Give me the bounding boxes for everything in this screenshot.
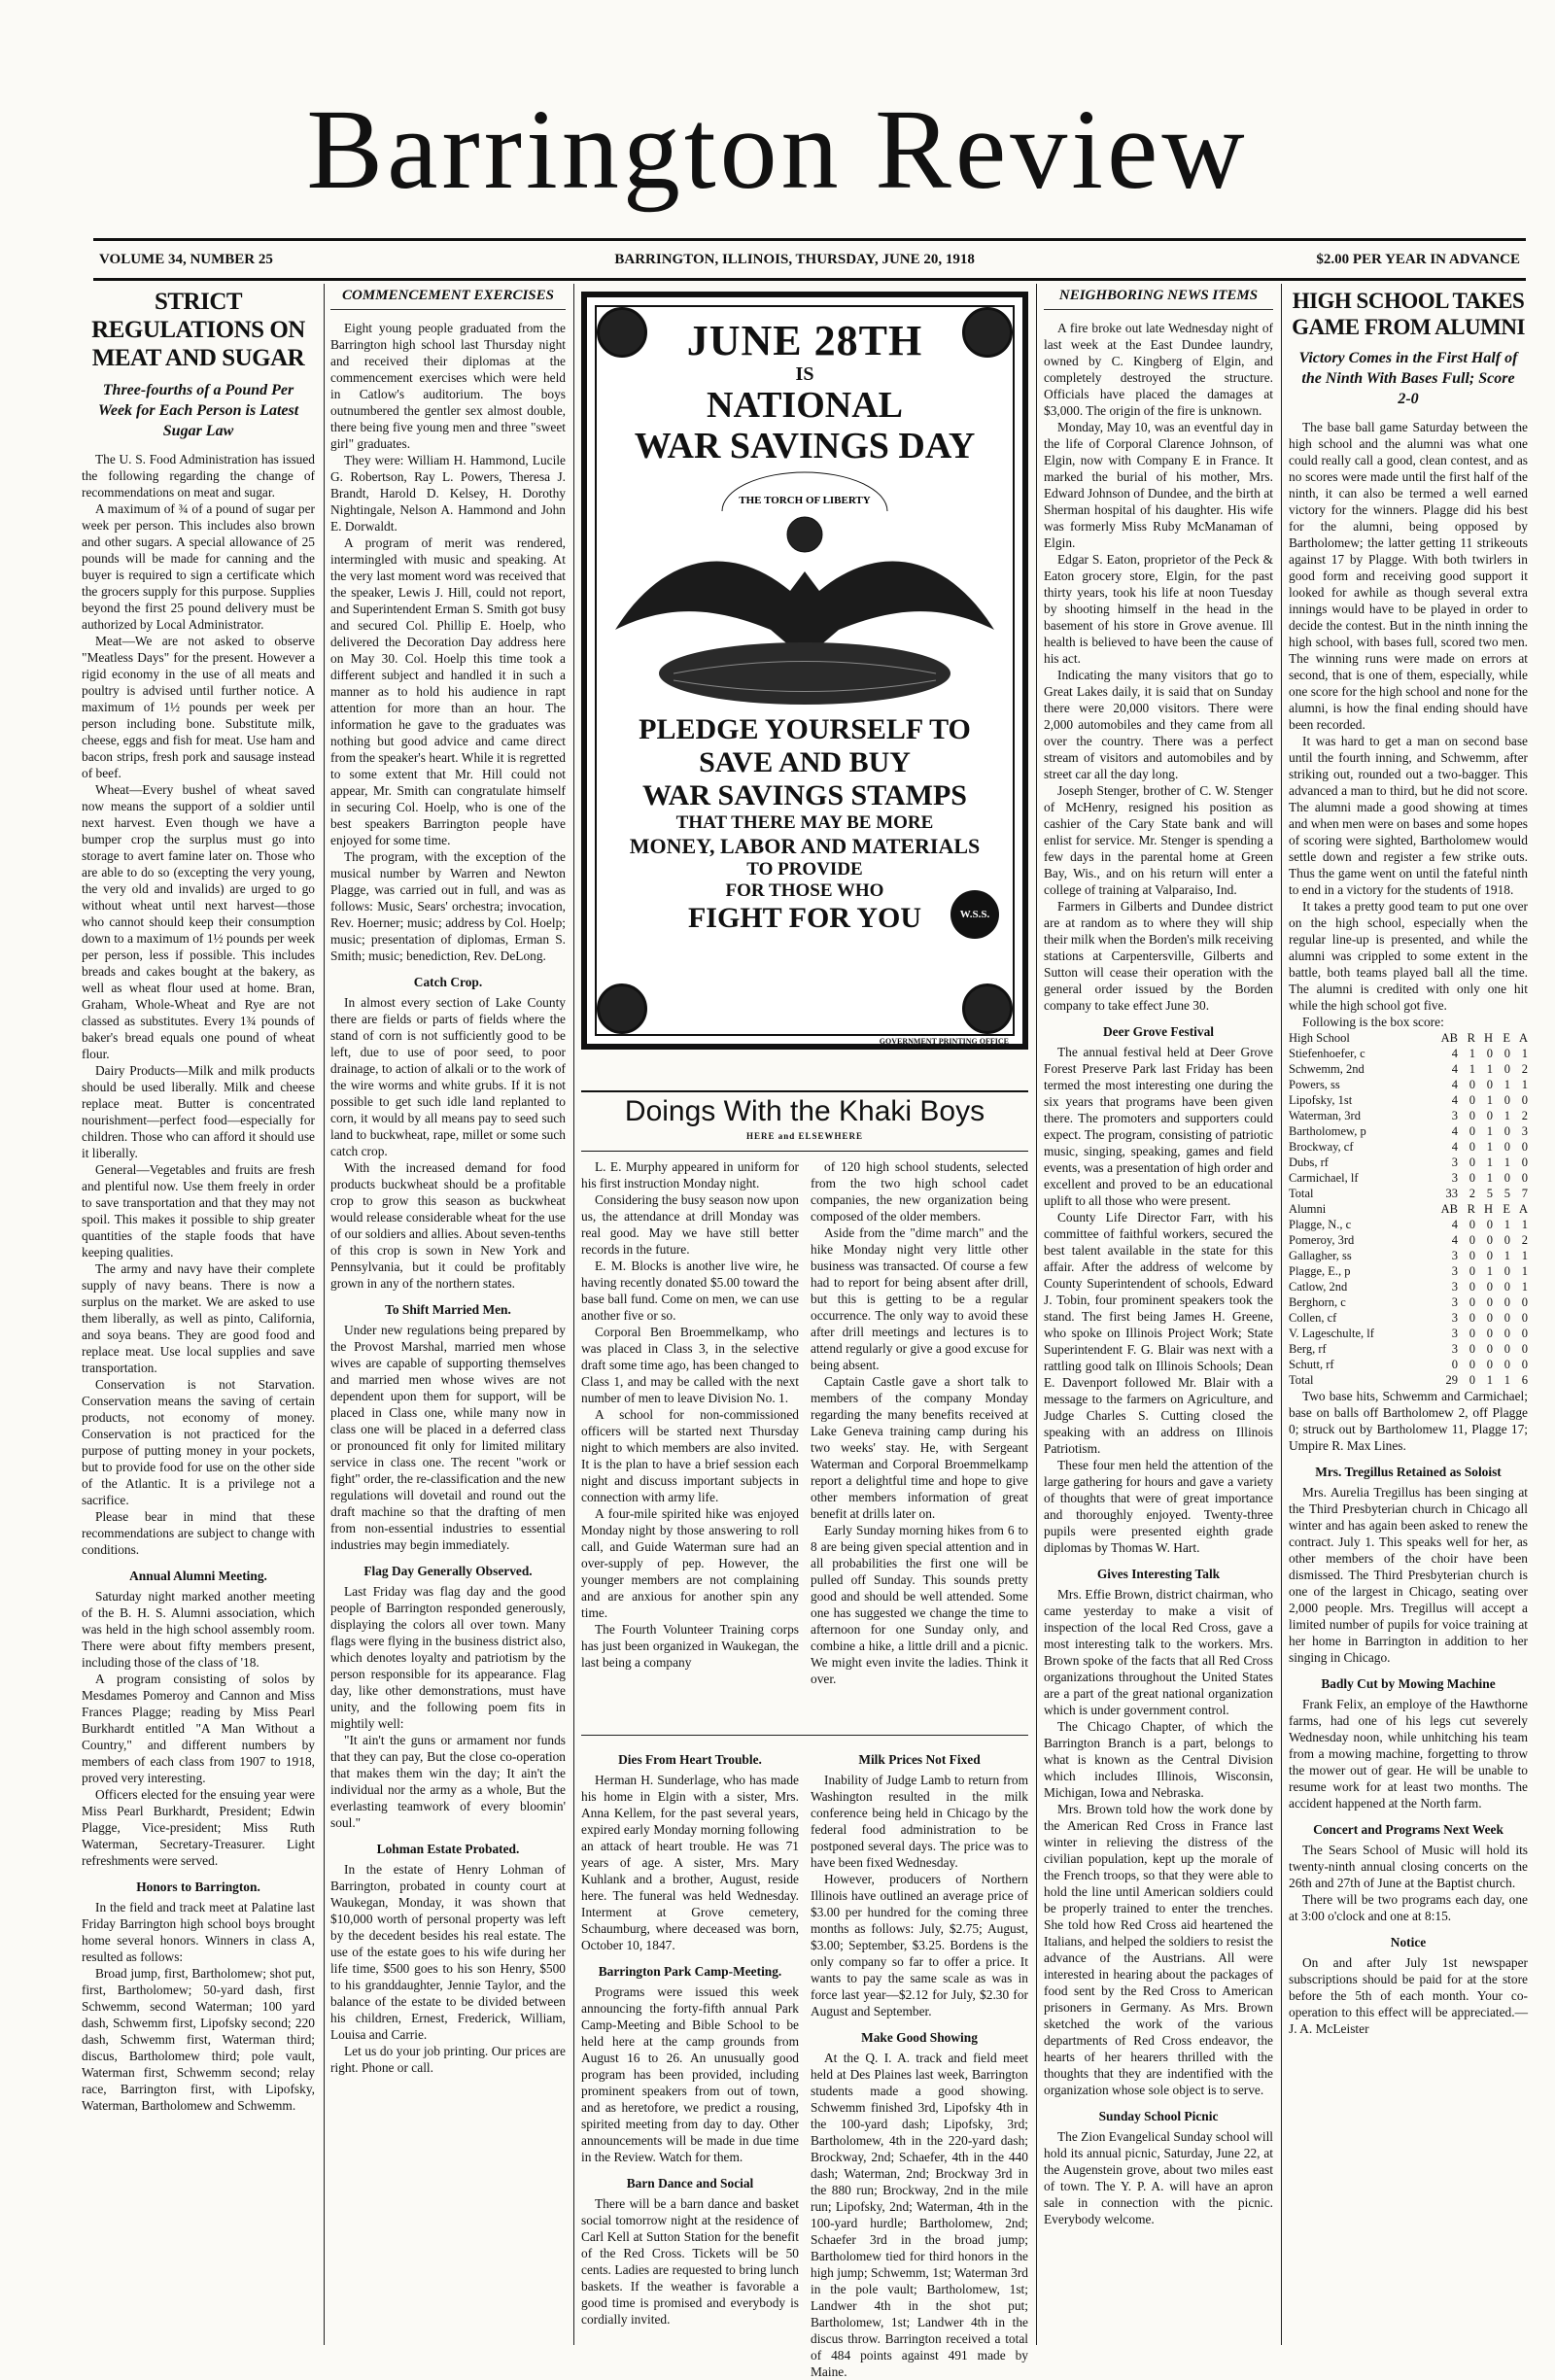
box-score-cell: 0 — [1469, 1264, 1475, 1278]
article-paragraph: They were: William H. Hammond, Lucile G. Robertson, Ray L. Powers, Theresa J. Brandt, Harold D. Kelsey, H. Dorothy Nightingale, Nelson A. Hammond and John E. Dorwaldt. — [330, 453, 566, 534]
column-rule — [324, 284, 325, 2345]
article-paragraph: Herman H. Sunderlage, who has made his home in Elgin with a sister, Mrs. Anna Kellem, for the past several years, expired early Monday morning following an attack of heart trouble. He was 71 years of age. A sister, Mrs. Mary Kuhlank and a brother, August, reside here. The funeral was held Wednesday. Interment at Grove cemetery, Schaumburg, where deceased was born, October 10, 1847. — [581, 1773, 799, 1952]
khaki-column-right — [811, 1158, 1028, 1722]
box-score-cell: 0 — [1503, 1311, 1510, 1325]
box-score-cell: 4 — [1451, 1218, 1458, 1231]
box-score-cell: Berghorn, c — [1289, 1295, 1346, 1309]
article-paragraph: Indicating the many visitors that go to Great Lakes daily, it is said that on Sunday there were 20,000 visitors. There were 2,000 automobiles and they came from all over the country. There was a perfect stream of visitors and automobiles and by street car all the day long. — [1044, 668, 1273, 781]
deck-victory: Victory Comes in the First Half of the Ninth With Bases Full; Score 2-0 — [1298, 350, 1518, 407]
ad-save-buy: SAVE AND BUY — [699, 746, 911, 778]
box-score-cell: 4 — [1451, 1124, 1458, 1138]
article-paragraph: of 120 high school students, selected from the two high school cadet companies, the new organization being composed of the older members. — [811, 1159, 1028, 1224]
war-savings-ad — [581, 292, 1028, 1050]
box-score-row — [1289, 1046, 1528, 1061]
box-score-cell: Berg, rf — [1289, 1342, 1327, 1356]
box-score-cell: 4 — [1451, 1078, 1458, 1091]
ad-is: IS — [795, 363, 814, 385]
box-score-cell: 0 — [1521, 1342, 1528, 1356]
article-paragraph: Frank Felix, an employe of the Hawthorne farms, had one of his legs cut severely Wednesday noon, while unhitching his team from a mowing machine, forgetting to throw the mower out of gear. He will be unable to resume work for at least two months. The accident happened at the North farm. — [1289, 1697, 1528, 1811]
article-paragraph: The Sears School of Music will hold its twenty-ninth annual closing concerts on the 26th and 27th of June at the Baptist church. — [1289, 1843, 1528, 1890]
box-score-cell: 1 — [1503, 1249, 1510, 1262]
box-score-cell: 4 — [1451, 1047, 1458, 1060]
subhead-alumni-meeting: Annual Alumni Meeting. — [129, 1569, 267, 1583]
box-score-cell: 1 — [1469, 1047, 1475, 1060]
box-score-cell: 0 — [1469, 1342, 1475, 1356]
box-score-cell: 0 — [1469, 1311, 1475, 1325]
box-score-cell: 3 — [1451, 1264, 1458, 1278]
box-score-cell: 0 — [1503, 1062, 1510, 1076]
place-date: BARRINGTON, ILLINOIS, THURSDAY, JUNE 20, 1918 — [614, 251, 975, 267]
box-score-row — [1289, 1139, 1528, 1155]
article-paragraph: L. E. Murphy appeared in uniform for his first instruction Monday night. — [581, 1159, 799, 1190]
box-score-cell: 0 — [1451, 1358, 1458, 1371]
article-paragraph: Joseph Stenger, brother of C. W. Stenger of McHenry, resigned his position as cashier of the Cary State bank and will enlist for service. Mr. Stenger is spending a few days in the parental home at Green Bay, Wis., and on his return will enter a college of training at Valparaiso, Ind. — [1044, 783, 1273, 897]
article-paragraph: The program, with the exception of the musical number by Warren and Newton Plagge, was carried out in full, and was as follows: Music, Sears' orchestra; invocation, Rev. Hoerner; music; address by Col. Hoelp; music; presentation of diplomas, Erman S. Smith; music; benediction, Rev. DeLong. — [330, 849, 566, 963]
article-paragraph: At the Q. I. A. track and field meet held at Des Plaines last week, Barrington students made a good showing. Schwemm finished 3rd, Lipofsky 4th in the 100-yard dash; Lipofsky, 3rd; Bartholomew, 4th in the 220-yard dash; Brockway, 2nd; Schaefer, 4th in the 440 dash; Waterman, 2nd; Brockway 3rd in the 880 run; Brockway, 2nd in the mile run; Lipofsky, 2nd; Waterman, 4th in the 100-yard hurdle; Bartholomew, 2nd; Schaefer 3rd in the broad jump; Bartholomew tied for third honors in the high jump; Schwemm, 1st; Waterman 3rd in the pole vault; Bartholomew, 1st; Landwer 4th in the shot put; Bartholomew, 1st; Landwer 4th in the discus throw. Barrington received a total of 484 points against 491 made by Maine. — [811, 2051, 1028, 2379]
section-divider — [581, 1735, 1028, 1736]
box-score-cell: 0 — [1521, 1171, 1528, 1185]
box-score-cell: 0 — [1486, 1311, 1493, 1325]
article-paragraph: Aside from the "dime march" and the hike Monday night very little other business was transacted. Of course a few had to report for being absent after drill, but this is getting to be a regular occurrence. The only way to avoid these after drill meetings and lectures is to attend regularly or give a good excuse for being absent. — [811, 1225, 1028, 1372]
ad-stamps: WAR SAVINGS STAMPS — [642, 779, 967, 811]
box-score-cell: 1 — [1486, 1156, 1493, 1169]
subhead-lohman-estate: Lohman Estate Probated. — [376, 1842, 520, 1856]
article-paragraph: E. M. Blocks is another live wire, he having recently donated $5.00 toward the base ball fund. Come on men, we can use another five or so. — [581, 1259, 799, 1323]
article-paragraph: Farmers in Gilberts and Dundee district are at random as to where they will ship their milk when the Borden's milk receiving stations at Carpentersville, Gilberts and Sutton will cease their operation with the general order issued by the Borden company to take effect June 30. — [1044, 899, 1273, 1013]
dateline-bar — [93, 238, 1526, 281]
box-score-cell: 0 — [1503, 1233, 1510, 1247]
box-score-cell: 4 — [1451, 1062, 1458, 1076]
box-score-cell: 0 — [1521, 1093, 1528, 1107]
box-score-cell: 6 — [1521, 1373, 1528, 1387]
box-score-cell: 0 — [1503, 1280, 1510, 1293]
khaki-subtitle: HERE and ELSEWHERE — [745, 1131, 864, 1141]
article-paragraph: In the field and track meet at Palatine last Friday Barrington high school boys brought home several honors. Winners in class A, resulted as follows: — [82, 1900, 315, 1964]
box-score-cell: R — [1467, 1031, 1475, 1045]
box-score-cell: 1 — [1486, 1124, 1493, 1138]
box-score-cell: 1 — [1486, 1264, 1493, 1278]
box-score-cell: 0 — [1469, 1327, 1475, 1340]
box-score-cell: 0 — [1503, 1327, 1510, 1340]
box-score-row — [1289, 1108, 1528, 1123]
ad-pledge: PLEDGE YOURSELF TO — [639, 713, 971, 745]
box-score-cell: 1 — [1503, 1218, 1510, 1231]
box-score-cell: 0 — [1469, 1373, 1475, 1387]
box-score-cell: 1 — [1521, 1264, 1528, 1278]
article-paragraph: A four-mile spirited hike was enjoyed Monday night by those answering to roll call, and Guide Waterman sure had an over-supply of pep. However, the younger members are not complaining and are anxious for another spin any time. — [581, 1506, 799, 1620]
box-score-cell: Bartholomew, p — [1289, 1124, 1366, 1138]
box-score-cell: Pomeroy, 3rd — [1289, 1233, 1355, 1247]
box-score-cell: 1 — [1503, 1078, 1510, 1091]
subhead-tregillus: Mrs. Tregillus Retained as Soloist — [1315, 1465, 1502, 1479]
box-score-cell: 0 — [1469, 1295, 1475, 1309]
subscription-price: $2.00 PER YEAR IN ADVANCE — [1316, 251, 1520, 267]
box-score-cell: Powers, ss — [1289, 1078, 1340, 1091]
star-ornament-icon — [597, 307, 647, 358]
box-score-row — [1289, 1186, 1528, 1201]
article-paragraph: The Chicago Chapter, of which the Barrington Branch is a part, belongs to what is known as the Central Division which includes Illinois, Wisconsin, Michigan, Iowa and Nebraska. — [1044, 1719, 1273, 1800]
box-score-cell: 2 — [1521, 1062, 1528, 1076]
box-score-cell: 0 — [1486, 1249, 1493, 1262]
article-paragraph: Saturday night marked another meeting of the B. H. S. Alumni association, which was held in the high school assembly room. There were about fifty members present, including those of the class of '18. — [82, 1589, 315, 1670]
article-paragraph: However, producers of Northern Illinois have outlined an average price of $3.00 per hundred for the coming three months as follows: July, $2.75; August, $3.00; September, $3.25. Bordens is the only company so far to offer a price. It wants to pay the same scale as was in force last year—$2.12 for July, $2.30 for August and September. — [811, 1872, 1028, 2018]
article-paragraph: Please bear in mind that these recommendations are subject to change with conditions. — [82, 1509, 315, 1557]
box-score-row — [1289, 1030, 1528, 1046]
box-score-cell: 1 — [1503, 1156, 1510, 1169]
article-paragraph: General—Vegetables and fruits are fresh and plentiful now. Use them freely in order to save transportation and that they may not spoil. This makes it possible to ship greater quantities of the staple foods that have keeping qualities. — [82, 1162, 315, 1259]
box-score-cell: 3 — [1451, 1295, 1458, 1309]
khaki-boys-banner — [581, 1090, 1028, 1152]
box-score-cell: 5 — [1503, 1187, 1510, 1200]
subhead-heart-trouble: Dies From Heart Trouble. — [618, 1752, 762, 1767]
article-paragraph: The U. S. Food Administration has issued the following regarding the change of recommendations on meat and sugar. — [82, 452, 315, 500]
box-score-cell: A — [1518, 1202, 1528, 1216]
article-paragraph: Eight young people graduated from the Barrington high school last Thursday night and received their diplomas at the commencement exercises which were held in Catlow's auditorium. The boys outnumbered the gentler sex almost double, there being five young men and three "sweet girl" graduates. — [330, 321, 566, 451]
wss-badge-icon: W.S.S. — [950, 890, 999, 939]
box-score-cell: 0 — [1469, 1078, 1475, 1091]
box-score-cell: 0 — [1521, 1311, 1528, 1325]
article-paragraph: These four men held the attention of the large gathering for hours and gave a variety of thoughts that were of great importance and thoroughly enjoyed. Twenty-three pupils were presented eighth grade diplomas by Thomas W. Hart. — [1044, 1458, 1273, 1555]
box-score-cell: Brockway, cf — [1289, 1140, 1354, 1154]
star-ornament-icon — [597, 983, 647, 1034]
article-paragraph: Captain Castle gave a short talk to members of the company Monday regarding the many benefits received at Lake Geneva training camp during his two weeks' stay. He, with Sergeant Waterman and Corporal Broemmelkamp report a delightful time and hope to give other members information of great benefit at drills later on. — [811, 1374, 1028, 1521]
article-meat-sugar — [82, 451, 315, 1558]
subhead-milk-prices: Milk Prices Not Fixed — [858, 1752, 981, 1767]
ad-war-savings-day: WAR SAVINGS DAY — [634, 426, 976, 466]
article-paragraph: Dairy Products—Milk and milk products should be used liberally. Milk and cheese replace meat. Butter is concentrated nourishment—perfect food—especially for children. Those who can afford it should use it liberally. — [82, 1063, 315, 1160]
article-paragraph: Corporal Ben Broemmelkamp, who was placed in Class 3, in the selective draft some time ago, has been changed to Class 1, and may be called with the next number of men to leave Division No. 1. — [581, 1325, 799, 1405]
box-score-cell: Dubs, rf — [1289, 1156, 1329, 1169]
article-paragraph: A program consisting of solos by Mesdames Pomeroy and Cannon and Miss Frances Plagge; reading by Miss Pearl Burkhardt entitled "A Man Without a Country," and different numbers by members of each class from 1907 to 1918, proved very interesting. — [82, 1672, 315, 1785]
volume-number: VOLUME 34, NUMBER 25 — [99, 251, 273, 267]
box-score-cell: 0 — [1469, 1124, 1475, 1138]
box-score-row — [1289, 1077, 1528, 1092]
box-score-cell: 2 — [1521, 1109, 1528, 1122]
box-score-cell: 2 — [1521, 1233, 1528, 1247]
box-score-cell: 0 — [1503, 1342, 1510, 1356]
ad-national: NATIONAL — [707, 385, 903, 426]
article-paragraph: A fire broke out late Wednesday night of last week at the East Dundee laundry, owned by C. Kingberg of Elgin, and completely destroyed the structure. Officials have placed the damages at $3,000. The origin of the fire is unknown. — [1044, 321, 1273, 418]
box-score-cell: 0 — [1469, 1093, 1475, 1107]
box-score-row — [1289, 1248, 1528, 1263]
box-score-cell: 1 — [1521, 1218, 1528, 1231]
box-score-cell: 1 — [1521, 1249, 1528, 1262]
box-score-row — [1289, 1326, 1528, 1341]
box-score-cell: 0 — [1486, 1233, 1493, 1247]
article-paragraph: Let us do your job printing. Our prices are right. Phone or call. — [330, 2044, 566, 2075]
subhead-catch-crop: Catch Crop. — [413, 975, 483, 989]
box-score-cell: 0 — [1486, 1342, 1493, 1356]
subhead-camp-meeting: Barrington Park Camp-Meeting. — [598, 1964, 782, 1979]
article-paragraph: Wheat—Every bushel of wheat saved now means the support of a soldier until next harvest. Even though we have a bumper crop the surplus must go into storage to avert famine later on. Those who are able to do so (excepting the very young, the very old and invalids) are urged to go without wheat until next harvest—those who cannot should keep their consumption down to a maximum of 1½ pounds per week per person, less if possible. This includes breads and cakes bought at the bakery, as well as wheat flour used at home. Bran, Graham, Whole-Wheat and Rye are not classed as substitutes. Every 1¾ pounds of baker's bread equals one pound of wheat flour. — [82, 782, 315, 1061]
box-score-cell: E — [1503, 1202, 1510, 1216]
article-paragraph: A maximum of ¾ of a pound of sugar per week per person. This includes also brown and other sugars. A special allowance of 25 pounds will be made for canning and the buyer is required to sign a certificate which the grocers supply for this purpose. Supplies beyond the first 25 pound delivery must be authorized by Local Administrator. — [82, 501, 315, 632]
headline-high-school: HIGH SCHOOL TAKES GAME FROM ALUMNI — [1292, 289, 1525, 339]
ad-to-provide: TO PROVIDE — [746, 859, 863, 880]
subhead-married-men: To Shift Married Men. — [385, 1302, 511, 1317]
box-score-row — [1289, 1263, 1528, 1279]
masthead-title: Barrington Review — [306, 86, 1249, 213]
ad-that-there: THAT THERE MAY BE MORE — [675, 812, 934, 833]
article-paragraph: Officers elected for the ensuing year were Miss Pearl Burkhardt, President; Edwin Plagge, Vice-president; Miss Ruth Waterman, Secretary-Treasurer. Light refreshments were served. — [82, 1787, 315, 1868]
box-score-cell: 1 — [1486, 1373, 1493, 1387]
box-score-row — [1289, 1123, 1528, 1139]
box-score-cell: 3 — [1451, 1171, 1458, 1185]
box-score-cell: 1 — [1503, 1373, 1510, 1387]
article-paragraph: Last Friday was flag day and the good people of Barrington responded generously, displaying the colors all over town. Many flags were flying in the business district also, which denotes loyalty and patriotism by the person responsible for its appearance. Flag day, like other demonstrations, must have unity, and the following poem fits in mightily well: — [330, 1584, 566, 1731]
box-score-cell: 1 — [1521, 1078, 1528, 1091]
subhead-deer-grove: Deer Grove Festival — [1102, 1024, 1215, 1039]
box-score-cell: 0 — [1503, 1047, 1510, 1060]
article-paragraph: Two base hits, Schwemm and Carmichael; base on balls off Bartholomew 2, off Plagge 0; struck out by Bartholomew 11, Plagge 17; Umpire R. Max Lines. — [1289, 1389, 1528, 1453]
box-score-cell: 0 — [1469, 1140, 1475, 1154]
box-score-cell: 0 — [1486, 1078, 1493, 1091]
box-score-cell: Alumni — [1289, 1202, 1327, 1216]
article-paragraph: Inability of Judge Lamb to return from Washington resulted in the milk conference being held in Chicago by the federal food administration to be postponed several days. The price was to have been fixed Wednesday. — [811, 1773, 1028, 1870]
box-score-cell: 0 — [1521, 1327, 1528, 1340]
box-score-cell: 0 — [1486, 1295, 1493, 1309]
box-score-cell: 0 — [1469, 1233, 1475, 1247]
ad-for-those: FOR THOSE WHO — [725, 880, 884, 901]
box-score-row — [1289, 1357, 1528, 1372]
box-score-row — [1289, 1170, 1528, 1186]
box-score-cell: 1 — [1486, 1093, 1493, 1107]
box-score-row — [1289, 1217, 1528, 1232]
subhead-sunday-picnic: Sunday School Picnic — [1098, 2109, 1219, 2123]
ad-date: JUNE 28TH — [686, 317, 923, 364]
box-score-table — [1289, 1030, 1528, 1388]
column-rule — [1036, 284, 1037, 2345]
box-score-cell: 0 — [1486, 1280, 1493, 1293]
bottom-right-block — [811, 1742, 1028, 2379]
article-paragraph: The army and navy have their complete supply of navy beans. There is now a surplus on the market. We are asked to use them liberally, as well as pinto, California, and soya beans. They are good food and replace meat. Use local supplies and save transportation. — [82, 1261, 315, 1375]
box-score-cell: 3 — [1451, 1327, 1458, 1340]
article-paragraph: "It ain't the guns or armament nor funds that they can pay, But the close co-operation that makes them win the day; It ain't the individual nor the army as a whole, But the everlasting teamwork of every bloomin' soul." — [330, 1733, 566, 1830]
box-score-cell: A — [1518, 1031, 1528, 1045]
box-score-cell: 0 — [1503, 1171, 1510, 1185]
ad-money-labor: MONEY, LABOR AND MATERIALS — [629, 834, 981, 858]
column-commencement — [330, 284, 566, 2345]
ad-fight-for-you: FIGHT FOR YOU — [687, 902, 921, 934]
box-score-cell: 4 — [1451, 1093, 1458, 1107]
box-score-row — [1289, 1372, 1528, 1388]
column-high-school-game — [1289, 284, 1528, 2345]
article-paragraph: In almost every section of Lake County there are fields or parts of fields where the stand of corn is not sufficiently good to be left, due to use of poor seed, to poor drainage, to action of alkali or to the work of the wire worms and white grubs. If it is not possible to get such idle land replanted to corn, it would by all means pay to seed such land to buckwheat, rape, millet or some such catch crop. — [330, 995, 566, 1158]
star-ornament-icon — [962, 307, 1013, 358]
box-score-row — [1289, 1061, 1528, 1077]
box-score-cell: Total — [1289, 1373, 1314, 1387]
article-paragraph: Meat—We are not asked to observe "Meatless Days" for the present. However a rigid economy in the use of all meats and poultry is advised until further notice. A maximum of 1½ pounds per week per person including bone. Substitute milk, cheese, eggs and fish for meat. Use ham and bacon strips, fresh pork and sausage instead of beef. — [82, 634, 315, 780]
box-score-cell: Total — [1289, 1187, 1314, 1200]
article-paragraph: The Zion Evangelical Sunday school will hold its annual picnic, Saturday, June 22, at the Augenstein grove, about two miles east of town. The Y. P. A. will have an apron sale in connection with the picnic. Everybody welcome. — [1044, 2129, 1274, 2226]
box-score-cell: Lipofsky, 1st — [1289, 1093, 1353, 1107]
box-score-cell: 0 — [1469, 1280, 1475, 1293]
subhead-interesting-talk: Gives Interesting Talk — [1096, 1567, 1221, 1581]
article-paragraph: There will be two programs each day, one at 3:00 o'clock and one at 8:15. — [1289, 1892, 1528, 1923]
box-score-cell: Waterman, 3rd — [1289, 1109, 1361, 1122]
box-score-cell: 0 — [1521, 1140, 1528, 1154]
box-score-cell: 4 — [1451, 1233, 1458, 1247]
subhead-flag-day: Flag Day Generally Observed. — [363, 1564, 533, 1578]
box-score-cell: 0 — [1469, 1171, 1475, 1185]
column-neighboring-news — [1044, 284, 1273, 2345]
box-score-cell: 2 — [1469, 1187, 1475, 1200]
article-paragraph: Edgar S. Eaton, proprietor of the Peck & Eaton grocery store, Elgin, for the past thirty years, took his life at noon Tuesday by shooting himself in the head in the basement of his store in Grove avenue. Ill health is believed to have been the cause of his act. — [1044, 552, 1273, 666]
article-paragraph: Monday, May 10, was an eventful day in the life of Corporal Clarence Johnson, of Elgin, now with Company E in France. It marked the burial of his mother, Mrs. Edward Johnson of Dundee, and the birth at Sherman hospital of his daughter. His wife was formerly Miss Ruby McManaman of Elgin. — [1044, 420, 1273, 550]
box-score-cell: 0 — [1521, 1358, 1528, 1371]
box-score-cell: 3 — [1451, 1109, 1458, 1122]
subhead-barn-dance: Barn Dance and Social — [626, 2176, 754, 2190]
box-score-cell: 3 — [1451, 1342, 1458, 1356]
box-score-cell: H — [1483, 1202, 1493, 1216]
box-score-cell: 29 — [1445, 1373, 1458, 1387]
box-score-cell: 1 — [1469, 1062, 1475, 1076]
article-paragraph: Conservation is not Starvation. Conservation means the saving of certain products, not economy of money. Conservation is not practiced for the purpose of putting money in your pockets, but to provide food for use on the other side of the Atlantic. It is a privilege not a sacrifice. — [82, 1377, 315, 1507]
box-score-cell: 0 — [1503, 1140, 1510, 1154]
article-paragraph: Broad jump, first, Bartholomew; shot put, first, Bartholomew; 50-yard dash, first Schwemm, second Waterman; 100 yard dash, Schwemm first, Lipofsky second; 220 dash, Schwemm first, Waterman third; discus, Bartholomew third; pole vault, Waterman first, Schwemm second; relay race, Barrington first, with Lipofsky, Waterman, Bartholomew and Schwemm. — [82, 1966, 315, 2113]
box-score-row — [1289, 1341, 1528, 1357]
ad-credit: GOVERNMENT PRINTING OFFICE — [879, 1037, 1009, 1046]
box-score-cell: 0 — [1521, 1295, 1528, 1309]
box-score-cell: 0 — [1503, 1124, 1510, 1138]
box-score-row — [1289, 1092, 1528, 1108]
subhead-concert: Concert and Programs Next Week — [1313, 1822, 1503, 1837]
box-score-cell: 3 — [1451, 1280, 1458, 1293]
box-score-cell: 0 — [1486, 1109, 1493, 1122]
article-paragraph: Mrs. Effie Brown, district chairman, who came yesterday to make a visit of inspection of the local Red Cross, gave a most interesting talk to the workers. Mrs. Brown spoke of the facts that all Red Cross organizations throughout the United States are a part of the great national organization which is under government control. — [1044, 1587, 1273, 1717]
article-paragraph: With the increased demand for food products buckwheat should be a profitable crop to grow this season as buckwheat would release considerable wheat for the use of our soldiers and allies. About seven-tenths of this crop is sown in New York and Pennsylvania, but it could be profitably grown in any of the northern states. — [330, 1160, 566, 1291]
box-score-row — [1289, 1279, 1528, 1294]
box-score-cell: 1 — [1503, 1109, 1510, 1122]
box-score-cell: AB — [1440, 1202, 1458, 1216]
box-score-cell: 1 — [1486, 1062, 1493, 1076]
box-score-cell: Gallagher, ss — [1289, 1249, 1352, 1262]
box-score-cell: Plagge, N., c — [1289, 1218, 1352, 1231]
box-score-cell: 0 — [1469, 1218, 1475, 1231]
box-score-cell: 0 — [1486, 1047, 1493, 1060]
box-score-cell: 0 — [1486, 1218, 1493, 1231]
star-ornament-icon — [962, 983, 1013, 1034]
box-score-cell: 0 — [1469, 1156, 1475, 1169]
box-score-cell: 0 — [1486, 1327, 1493, 1340]
article-paragraph: Under new regulations being prepared by the Provost Marshal, married men whose wives are capable of supporting themselves and married men whose wives are not dependent upon them for support, will be placed in Class one, while many now in class one will be placed in a deferred class or pronounced fit only for limited military service in class one. The recent "work or fight" order, the re-classification and the new regulations will dovetail and round out the draft machine so that the drafting of men from non-essential industries to essential industries may begin immediately. — [330, 1323, 566, 1552]
box-score-cell: 3 — [1451, 1249, 1458, 1262]
box-score-cell: 0 — [1503, 1358, 1510, 1371]
box-score-cell: 1 — [1486, 1171, 1493, 1185]
column-meat-sugar — [82, 284, 315, 2345]
box-score-cell: High School — [1289, 1031, 1350, 1045]
box-score-cell: 33 — [1445, 1187, 1458, 1200]
article-paragraph: Early Sunday morning hikes from 6 to 8 are being given special attention and in all probabilities the first one will be pulled off Sunday. This sounds pretty good and should be well attended. Some one has suggested we change the time to afternoon for one Sunday only, and combine a hike, a little drill and a picnic. We might even invite the ladies. Think it over. — [811, 1523, 1028, 1686]
box-score-cell: 0 — [1469, 1109, 1475, 1122]
khaki-title: Doings With the Khaki Boys — [624, 1095, 985, 1127]
article-paragraph: The annual festival held at Deer Grove Forest Preserve Park last Friday has been termed the most interesting one during the six years that programs have been given there. The promoters and supporters could expect. The program, consisting of patriotic music, singing, speaking, games and field events, was a presentation of high order and excellent and proved to be an educational uplift to all those who were present. — [1044, 1045, 1273, 1208]
article-paragraph: Considering the busy season now upon us, the attendance at drill Monday was real good. May we have still better records in the future. — [581, 1192, 799, 1257]
article-paragraph: The Fourth Volunteer Training corps has just been organized in Waukegan, the last being a company — [581, 1622, 799, 1670]
box-score-row — [1289, 1294, 1528, 1310]
box-score-cell: 0 — [1469, 1358, 1475, 1371]
ad-torch-label: THE TORCH OF LIBERTY — [739, 495, 871, 506]
article-paragraph: On and after July 1st newspaper subscriptions should be paid for at the store before the 5th of each month. Your co-operation to this effect will be appreciated.—J. A. McLeister — [1289, 1955, 1528, 2036]
article-paragraph: Mrs. Aurelia Tregillus has been singing at the Third Presbyterian church in Chicago all winter and has again been asked to renew the contract. July 1. This speaks well for her, as other members of the choir have been dismissed. The Third Presbyterian church is one of the largest in Chicago, seating over 2,000 people. Mrs. Tregillus will accept a limited number of pupils for voice training at her home in Barrington in addition to her singing in Chicago. — [1289, 1485, 1528, 1665]
article-paragraph: A program of merit was rendered, intermingled with music and speaking. At the very last moment word was received that the speaker, Lewis J. Hill, could not report, and Superintendent Erman S. Smith got busy and secured Col. Phillip E. Hoelp, who delivered the Decoration Day address here on May 30. Col. Hoelp this time took a different subject and handled it in such a manner as to hold his audience in rapt attention for more than an hour. The information he gave to the graduates was nothing but good advice and came direct from the speaker's heart. While it is regretted to some extent that Mr. Hill could not appear, Mr. Smith can congratulate himself in securing Col. Hoelp, who is one of the best speakers Barrington people have enjoyed for some time. — [330, 535, 566, 847]
box-score-cell: Plagge, E., p — [1289, 1264, 1351, 1278]
bottom-left-block — [581, 1742, 799, 2344]
subhead-good-showing: Make Good Showing — [861, 2030, 978, 2045]
box-score-cell: 1 — [1486, 1140, 1493, 1154]
box-score-cell: 3 — [1451, 1156, 1458, 1169]
column-rule — [1281, 284, 1282, 2345]
subhead-honors: Honors to Barrington. — [136, 1880, 260, 1894]
box-score-cell: 5 — [1486, 1187, 1493, 1200]
box-score-cell: 0 — [1486, 1358, 1493, 1371]
box-score-row — [1289, 1201, 1528, 1217]
box-score-row — [1289, 1155, 1528, 1170]
box-score-cell: 0 — [1503, 1093, 1510, 1107]
article-paragraph: The base ball game Saturday between the high school and the alumni was what one could really call a good, clean contest, and as no scores were made until the first half of the ninth, it can also be termed a well earned victory for the winners. Plagge did his best for the alumni, being opposed by Bartholomew; the latter getting 11 strikeouts against 17 by Plagge. With both twirlers in good form and receiving good support it looked for awhile as though several extra innings would have to be played in order to decide the contest. But in the ninth inning the high school, with bases full, scored two men. The winning runs were made on errors at second, that is one of them, especially, while one score for the high school and none for the alumni, is how the final ending should have been recorded. — [1289, 420, 1528, 732]
article-paragraph: Following is the box score: — [1302, 1015, 1444, 1029]
box-score-cell: 1 — [1521, 1047, 1528, 1060]
box-score-cell: Collen, cf — [1289, 1311, 1337, 1325]
box-score-cell: Schwemm, 2nd — [1289, 1062, 1365, 1076]
box-score-cell: 3 — [1451, 1311, 1458, 1325]
article-paragraph: Programs were issued this week announcing the forty-fifth annual Park Camp-Meeting and Bible School to be held here at the camp grounds from August 16 to 26. An unusually good program has been provided, including prominent speakers from out of town, and as heretofore, we predict a rousing, spirited meeting from day to day. Other announcements will be made in due time in the Review. Watch for them. — [581, 1984, 799, 2164]
article-paragraph: It takes a pretty good team to put one over on the high school, especially when the regular line-up is presented, and while the alumni was crippled to some extent in the battle, both teams played ball all the time. The alumni is credited with only one hit while the high school got five. — [1289, 899, 1528, 1013]
box-score-cell: 0 — [1469, 1249, 1475, 1262]
article-paragraph: Mrs. Brown told how the work done by the American Red Cross in France last winter in relieving the distress of the civilian population, kept up the morale of the French troops, so that they were able to hold the line until American soldiers could be properly trained to enter the trenches. She told how Red Cross aid heartened the Italians, and helped the soldiers to resist the advance of the Austrians. All were interested in hearing about the packages of food sent by the Red Cross to American prisoners in Germany. As Mrs. Brown sketched the work of the various departments of Red Cross endeavor, the hearts of her hearers thrilled with the thoughts that they are indentified with the organization whose sole object is to serve. — [1044, 1802, 1273, 2097]
box-score-cell: 0 — [1521, 1156, 1528, 1169]
box-score-cell: E — [1503, 1031, 1510, 1045]
box-score-cell: 4 — [1451, 1140, 1458, 1154]
article-paragraph: It was hard to get a man on second base until the fourth inning, and Schwemm, after striking out, rounded out a two-bagger. This advanced a man to third, but he did not score. The alumni made a good showing at times and when men were on bases and some hopes of scoring were sighted, Bartholomew would settle down and register a few strike outs. Thus the game went on until the fateful ninth to end in a victory for the students of 1918. — [1289, 734, 1528, 897]
box-score-row — [1289, 1232, 1528, 1248]
box-score-cell: 1 — [1521, 1280, 1528, 1293]
box-score-cell: 0 — [1503, 1264, 1510, 1278]
article-paragraph: County Life Director Farr, with his committee of faithful workers, secured the best talent available in the state for this affair. After the address of welcome by County Superintendent of schools, Edward J. Tobin, four prominent speakers took the stand. The first being James H. Greene, who spoke on Illinois Project Work; State Superintendent F. G. Blair was next with a rattling good talk on Illinois Schools; Dean E. Davenport followed Mr. Blair with a message to the farmers on Agriculture, and Judge Charles S. Cutting closed the speaking with an address on Illinois Patriotism. — [1044, 1210, 1273, 1456]
article-paragraph: There will be a barn dance and basket social tomorrow night at the residence of Carl Kell at Sutton Station for the benefit of the Red Cross. Tickets will be 50 cents. Ladies are requested to bring lunch baskets. If the weather is favorable a good time is promised and everybody is cordially invited. — [581, 2196, 799, 2327]
column-rule — [573, 284, 574, 2345]
box-score-cell: V. Lageschulte, lf — [1289, 1327, 1374, 1340]
box-score-cell: Stiefenhoefer, c — [1289, 1047, 1365, 1060]
box-score-cell: Catlow, 2nd — [1289, 1280, 1348, 1293]
box-score-cell: R — [1467, 1202, 1475, 1216]
article-paragraph: A school for non-commissioned officers will be started next Thursday night to which members are also invited. It is the plan to have a brief session each night and discuss important subjects in connection with army life. — [581, 1407, 799, 1504]
box-score-cell: H — [1483, 1031, 1493, 1045]
khaki-column-left — [581, 1158, 799, 1722]
section-commencement: COMMENCEMENT EXERCISES — [330, 286, 566, 310]
ad-inner-border — [595, 305, 1015, 1036]
box-score-cell: 7 — [1521, 1187, 1528, 1200]
box-score-cell: Schutt, rf — [1289, 1358, 1334, 1371]
article-paragraph: In the estate of Henry Lohman of Barrington, probated in county court at Waukegan, Monday, it was shown that $10,000 worth of personal property was left by the decedent besides his real estate. The use of the estate goes to his wife during her life time, $500 goes to his son Henry, $500 to his granddaughter, Jennie Taylor, and the balance of the estate to be divided between his children, Ernest, Frederick, William, Louisa and Carrie. — [330, 1862, 566, 2042]
box-score-cell: Carmichael, lf — [1289, 1171, 1359, 1185]
box-score-cell: 3 — [1521, 1124, 1528, 1138]
headline-meat-sugar: STRICT REGULATIONS ON MEAT AND SUGAR — [91, 289, 305, 371]
box-score-cell: AB — [1440, 1031, 1458, 1045]
section-neighboring-news: NEIGHBORING NEWS ITEMS — [1044, 286, 1273, 310]
subhead-mowing-machine: Badly Cut by Mowing Machine — [1321, 1676, 1496, 1691]
deck-sugar-law: Three-fourths of a Pound Per Week for Each Person is Latest Sugar Law — [97, 382, 299, 439]
box-score-row — [1289, 1310, 1528, 1326]
box-score-cell: 0 — [1503, 1295, 1510, 1309]
subhead-notice: Notice — [1390, 1935, 1427, 1949]
